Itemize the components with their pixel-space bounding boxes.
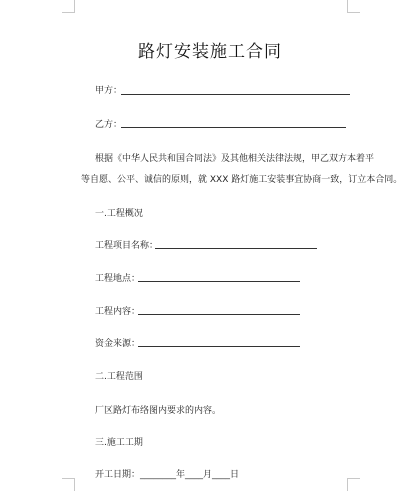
funding-source-blank[interactable] (138, 346, 300, 347)
project-content-blank[interactable] (138, 314, 300, 315)
funding-source-label: 资金来源： (95, 339, 141, 349)
start-date-year-unit: 年 (176, 470, 186, 480)
project-name-label: 工程项目名称： (95, 241, 159, 251)
page-corner-mark-bottom-left (62, 478, 75, 491)
project-name-blank[interactable] (155, 248, 317, 249)
document-title: 路灯安装施工合同 (138, 42, 282, 62)
page-corner-mark-top-right (347, 0, 360, 13)
project-location-blank[interactable] (138, 281, 300, 282)
start-date-year-blank[interactable]: ________ (140, 470, 177, 480)
project-location-label: 工程地点： (95, 274, 141, 284)
start-date-day-blank[interactable]: ____ (212, 470, 231, 480)
party-b-blank[interactable] (121, 127, 346, 128)
section-2-heading: 二.工程范围 (95, 372, 143, 382)
party-a-blank[interactable] (121, 94, 350, 95)
start-date-month-blank[interactable]: ____ (185, 470, 204, 480)
project-content-label: 工程内容： (95, 307, 141, 317)
party-b-label: 乙方： (95, 120, 123, 130)
start-date-label: 开工日期： (95, 470, 141, 480)
preamble-line-2: 等自愿、公平、诚信的原则，就 XXX 路灯施工安装事宜协商一致，订立本合同。 (81, 175, 403, 185)
start-date-month-unit: 月 (203, 470, 213, 480)
section-3-heading: 三.施工工期 (95, 438, 143, 448)
page-corner-mark-bottom-right (347, 478, 360, 491)
scope-text: 厂区路灯布络图内要求的内容。 (95, 406, 222, 416)
party-a-label: 甲方： (95, 86, 123, 96)
section-1-heading: 一.工程概况 (95, 209, 143, 219)
start-date-line (95, 467, 239, 480)
page-corner-mark-top-left (62, 0, 75, 13)
start-date-day-unit: 日 (230, 470, 240, 480)
preamble-line-1: 根据《中华人民共和国合同法》及其他相关法律法规，甲乙双方本着平 (95, 154, 375, 164)
